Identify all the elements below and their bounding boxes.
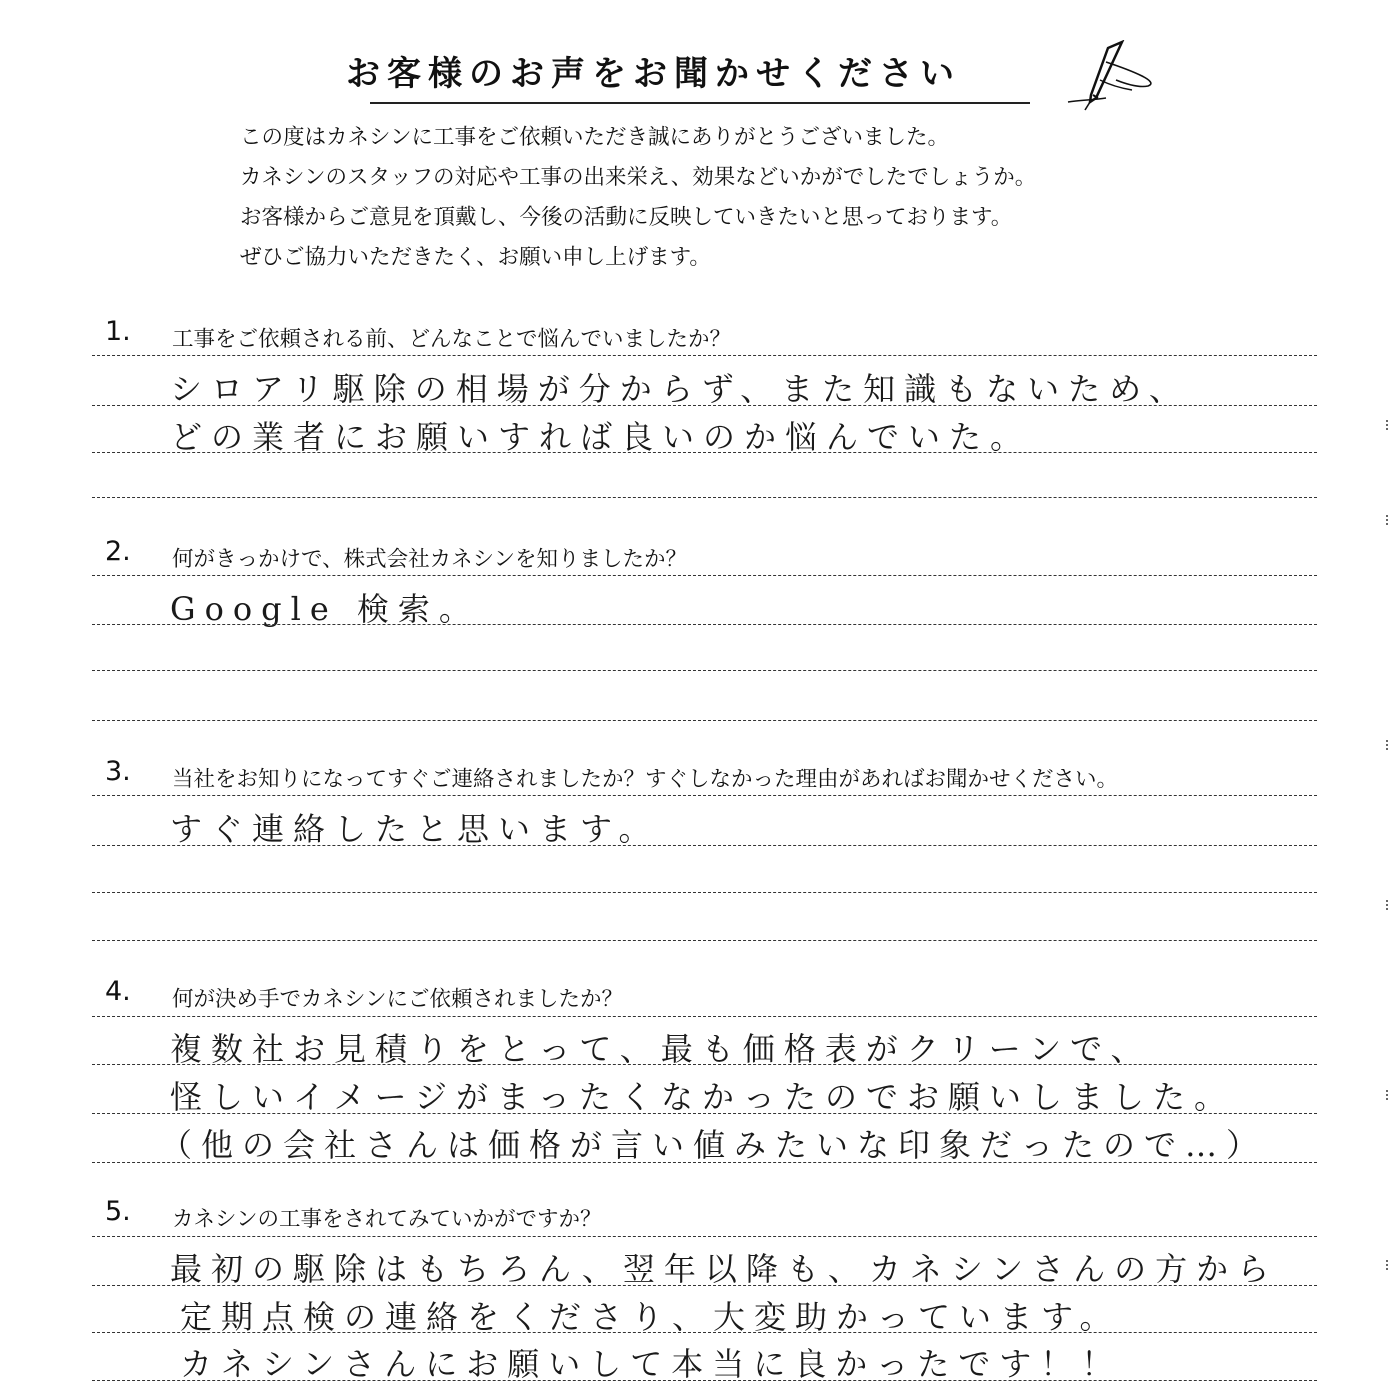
answer-rule bbox=[92, 1332, 1317, 1333]
question-1 bbox=[0, 312, 1400, 502]
answer-rule bbox=[92, 1285, 1317, 1286]
question-2 bbox=[0, 532, 1400, 727]
handwritten-answer-line: どの業者にお願いすれば良いのか悩んでいた。 bbox=[170, 418, 1032, 456]
question-text: カネシンの工事をされてみていかがですか？ bbox=[172, 1207, 602, 1232]
question-number: 2. bbox=[105, 536, 131, 567]
question-header bbox=[0, 312, 1400, 356]
intro-line: カネシンのスタッフの対応や工事の出来栄え、効果などいかがでしたでしょうか。 bbox=[240, 165, 1037, 190]
answer-rule bbox=[92, 670, 1317, 671]
answer-rule bbox=[92, 1064, 1317, 1065]
question-text: 何がきっかけで、株式会社カネシンを知りましたか？ bbox=[172, 547, 688, 572]
handwritten-answer-line: すぐ連絡したと思います。 bbox=[170, 810, 660, 848]
handwritten-answer-line: カネシンさんにお願いして本当に良かったです！！ bbox=[180, 1345, 1123, 1383]
answer-rule bbox=[92, 845, 1317, 846]
intro-line: この度はカネシンに工事をご依頼いただき誠にありがとうございました。 bbox=[240, 125, 949, 150]
answer-rule bbox=[92, 355, 1317, 356]
handwritten-answer-line: シロアリ駆除の相場が分からず、また知識もないため、 bbox=[170, 370, 1190, 408]
question-number: 1. bbox=[105, 316, 131, 347]
pen-icon bbox=[1060, 40, 1160, 115]
question-4 bbox=[0, 972, 1400, 1172]
question-text: 工事をご依頼される前、どんなことで悩んでいましたか？ bbox=[172, 327, 732, 352]
answer-rule bbox=[92, 1016, 1317, 1017]
answer-rule bbox=[92, 795, 1317, 796]
title-underline bbox=[370, 102, 1030, 104]
scan-margin-mark bbox=[1386, 900, 1394, 910]
answer-rule bbox=[92, 575, 1317, 576]
scan-margin-mark bbox=[1386, 1090, 1394, 1100]
scan-margin-mark bbox=[1386, 1260, 1394, 1270]
intro-message bbox=[240, 118, 1240, 278]
answer-rule bbox=[92, 1380, 1317, 1381]
handwritten-answer-line: 怪しいイメージがまったくなかったのでお願いしました。 bbox=[170, 1078, 1236, 1116]
answer-rule bbox=[92, 1113, 1317, 1114]
question-text: 当社をお知りになってすぐご連絡されましたか？すぐしなかった理由があればお聞かせください。 bbox=[172, 767, 1119, 792]
question-header bbox=[0, 972, 1400, 1016]
scan-margin-mark bbox=[1386, 740, 1394, 750]
handwritten-answer-line: 最初の駆除はもちろん、翌年以降も、カネシンさんの方から bbox=[170, 1250, 1279, 1288]
answer-rule bbox=[92, 1162, 1317, 1163]
question-header bbox=[0, 752, 1400, 796]
handwritten-answer-line: Google 検索。 bbox=[170, 590, 480, 628]
scan-margin-mark bbox=[1386, 515, 1394, 525]
answer-rule bbox=[92, 940, 1317, 941]
intro-line: お客様からご意見を頂戴し、今後の活動に反映していきたいと思っております。 bbox=[240, 205, 1013, 230]
handwritten-answer-line: 複数社お見積りをとって、最も価格表がクリーンで、 bbox=[170, 1030, 1152, 1068]
question-text: 何が決め手でカネシンにご依頼されましたか？ bbox=[172, 987, 623, 1012]
question-header bbox=[0, 1192, 1400, 1236]
answer-rule bbox=[92, 452, 1317, 453]
question-number: 3. bbox=[105, 756, 131, 787]
handwritten-answer-line: （他の会社さんは価格が言い値みたいな印象だったので…） bbox=[160, 1126, 1268, 1164]
answer-rule bbox=[92, 1236, 1317, 1237]
answer-rule bbox=[92, 720, 1317, 721]
answer-rule bbox=[92, 624, 1317, 625]
question-number: 4. bbox=[105, 976, 131, 1007]
answer-rule bbox=[92, 405, 1317, 406]
question-5 bbox=[0, 1192, 1400, 1392]
scan-margin-mark bbox=[1386, 420, 1394, 430]
page-title: お客様のお声をお聞かせください bbox=[346, 54, 961, 94]
question-number: 5. bbox=[105, 1196, 131, 1227]
question-header bbox=[0, 532, 1400, 576]
intro-line: ぜひご協力いただきたく、お願い申し上げます。 bbox=[240, 245, 711, 270]
answer-rule bbox=[92, 892, 1317, 893]
handwritten-answer-line: 定期点検の連絡をくださり、大変助かっています。 bbox=[180, 1298, 1121, 1336]
answer-rule bbox=[92, 497, 1317, 498]
question-3 bbox=[0, 752, 1400, 947]
